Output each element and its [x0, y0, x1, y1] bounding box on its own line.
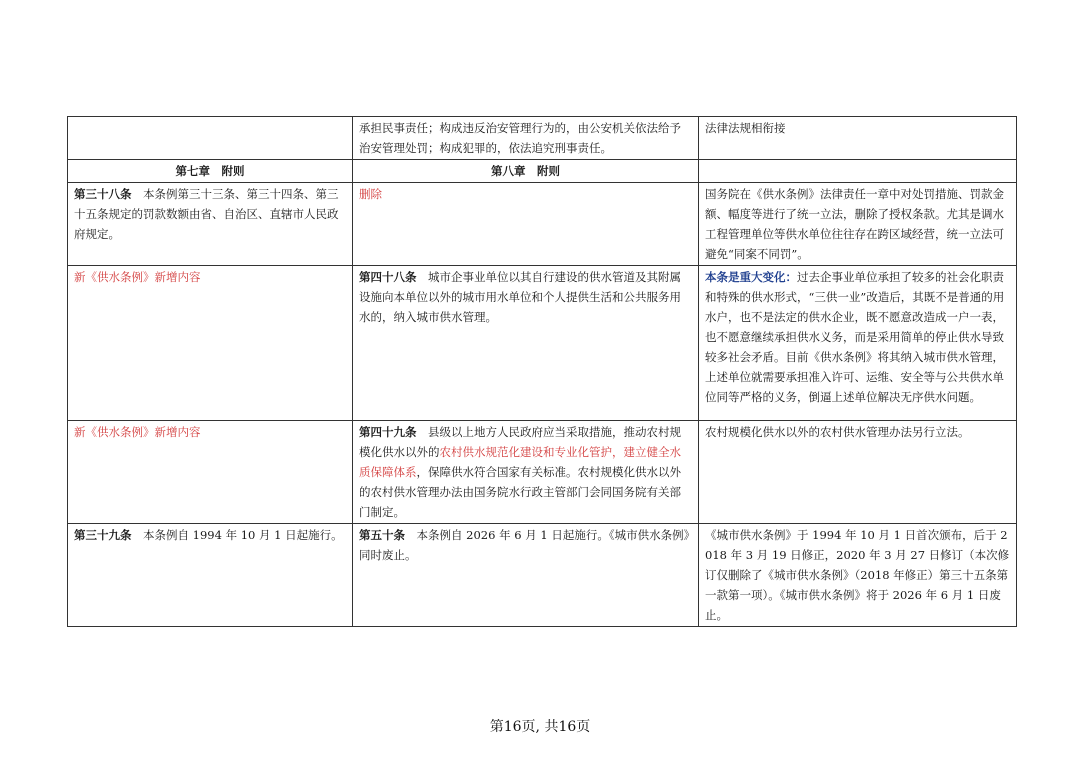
new-content-label: 新《供水条例》新增内容	[68, 421, 353, 524]
deleted-label: 删除	[353, 183, 699, 266]
highlighted-text: 农村供水规范化建设和专业化管护，建立健全水质保障体系	[359, 445, 681, 479]
table-row	[68, 524, 1017, 627]
old-article-cell	[68, 117, 353, 160]
page-number: 第16页, 共16页	[489, 719, 591, 735]
old-article-cell	[68, 183, 353, 266]
article-text: 本条例自 1994 年 10 月 1 日起施行。	[131, 528, 343, 542]
old-article-cell	[68, 524, 353, 627]
table-row	[68, 117, 1017, 160]
chapter-header-row	[68, 160, 1017, 183]
new-chapter-heading: 第八章 附则	[353, 160, 699, 183]
article-text: 城市企事业单位以其自行建设的供水管道及其附属设施向本单位以外的城市用水单位和个人提供生活和公共服务用水的，纳入城市供水管理。	[359, 270, 681, 324]
new-article-cell	[353, 524, 699, 627]
note-text: 过去企事业单位承担了较多的社会化职责和特殊的供水形式，“三供一业”改造后，其既不是普通的用水户，也不是法定的供水企业，既不愿意改造成一户一表，也不愿意继续承担供水义务，而是采用简单的停止供水导致较多社会矛盾。目前《供水条例》将其纳入城市供水管理，上述单位就需要承担准入许可、运维、安全等与公共供水单位同等严格的义务，倒逼上述单位解决无序供水问题。	[705, 270, 1005, 404]
article-text: ，保障供水符合国家有关标准。农村规模化供水以外的农村供水管理办法由国务院水行政主管部门会同国务院有关部门制定。	[359, 465, 681, 519]
article-number: 第三十九条	[74, 528, 132, 542]
article-text: 本条例自 2026 年 6 月 1 日起施行。《城市供水条例》同时废止。	[359, 528, 690, 562]
note-cell: 国务院在《供水条例》法律责任一章中对处罚措施、罚款金额、幅度等进行了统一立法，删除了授权条款。尤其是调水工程管理单位等供水单位往往存在跨区域经营，统一立法可避免“同案不同罚”。	[699, 183, 1017, 266]
article-text: 本条例第三十三条、第三十四条、第三十五条规定的罚款数额由省、自治区、直辖市人民政府规定。	[74, 187, 339, 241]
new-article-cell	[353, 421, 699, 524]
new-article-cell: 承担民事责任；构成违反治安管理行为的，由公安机关依法给予治安管理处罚；构成犯罪的，依法追究刑事责任。	[353, 117, 699, 160]
highlight-label: 本条是重大变化：	[705, 270, 797, 284]
article-number: 第三十八条	[74, 187, 132, 201]
comparison-table	[67, 116, 1017, 627]
note-cell: 农村规模化供水以外的农村供水管理办法另行立法。	[699, 421, 1017, 524]
new-content-label: 新《供水条例》新增内容	[68, 266, 353, 421]
note-cell: 《城市供水条例》于 1994 年 10 月 1 日首次颁布，后于 2018 年 3 月 19 日修正，2020 年 3 月 27 日修订（本次修订仅删除了《城市供水条例》（2018 年修正）第三十五条第一款第一项）。《城市供水条例》将于 2026 年 6 月 1 日废止。	[699, 524, 1017, 627]
table-row	[68, 266, 1017, 421]
article-number: 第五十条	[359, 528, 405, 542]
article-text: 县级以上地方人民政府应当采取措施，推动农村规模化供水以外的	[359, 425, 681, 459]
table-row	[68, 421, 1017, 524]
note-cell	[699, 266, 1017, 421]
article-number: 第四十九条	[359, 425, 417, 439]
article-number: 第四十八条	[359, 270, 417, 284]
table-row	[68, 183, 1017, 266]
note-cell: 法律法规相衔接	[699, 117, 1017, 160]
new-article-cell	[353, 266, 699, 421]
old-chapter-heading: 第七章 附则	[68, 160, 353, 183]
note-chapter-heading	[699, 160, 1017, 183]
